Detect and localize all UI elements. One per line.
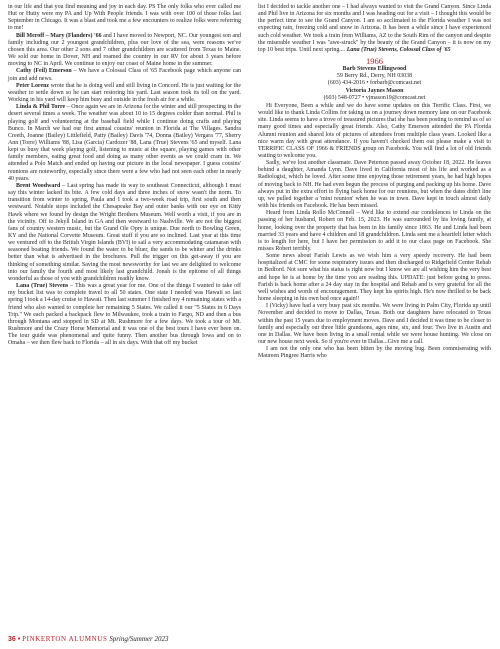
issue-date: Spring/Summer 2023 bbox=[109, 635, 169, 643]
left-column bbox=[8, 4, 241, 348]
classmate-name: Linda & Phil Torre bbox=[16, 104, 66, 111]
class-note-paragraph: list I decided to tackle another one – I had always wanted to visit the Grand Canyon. Since Linda and Phil live in Arizona for six months and I was heading out for a visit – I thought this would be the perfect time to see the Grand Canyon. I am so acclimated to the Florida weather I was not expecting rain, freezing cold and snow in Arizona. It has been a while since I have experienced such cold weather. We took a train from Williams, AZ to the South Rim of the canyon and despite the miserable weather I was "awe-struck" by the beauty of the Grand Canyon – it is now on my top 10 best trips. Until next spring.... Lana (True) Stevens, Colossal Class of '65 bbox=[258, 4, 491, 53]
class-note-paragraph: I (Vicky) have had a very busy past six months. We were living in Palm City, Florida up until November and decided to move to Dallas, Texas. Both our daughters have relocated to Texas within the past 15 years due to employment moves. Dave and I decided it was time to be closer to family and especially our three little grandsons, ages nine, six, and four. Two live in Austin and one in Dallas. We have been living in a small rental while we were house hunting. We close on our new house next week. So if you're ever in Dallas...Give me a call. bbox=[258, 303, 491, 346]
class-1966-header bbox=[258, 56, 491, 102]
right-column bbox=[258, 4, 491, 361]
class-note-paragraph: Lana (True) Stevens – This was a great year for me. One of the things I wanted to take off my bucket list was to complete travel to all 50 states. One state I needed was Hawaii so last spring I took a 14-day cruise to Hawaii. Then last summer I finished my 4 remaining states with a friend who also wanted to complete her remaining 5 States. We called it our "5 States in 6 Days Trip." We each packed a backpack flew to Milwaukee, took a train to Fargo, ND and then a bus through Montana and stopped in SD at Mt. Rushmore for a few days. We took a tour of Mt. Rushmore and the Crazy Horse Memorial and it was one of the best tours I have ever been on. The tour guide was phenomenal and quite funny. Then another bus through Iowa and on to Omaha – we then flew back to Florida – all in six days. With that off my bucket bbox=[8, 283, 241, 347]
classmate-name: Bill Meroff – Mary (Flanders) '66 bbox=[16, 32, 102, 39]
footer-separator: • bbox=[15, 636, 23, 643]
classmate-name: Lana (True) Stevens bbox=[16, 283, 69, 290]
class-note-paragraph: Cathy (Feil) Emerson – We have a Colossal Class of '65 Facebook page which anyone can join and add news. bbox=[8, 68, 241, 82]
class-note-paragraph: Hi Everyone, Been a while and we do have some updates on this Terrific Class. First, we would like to thank Linda Collins for taking us on a journey down memory lane on our Facebook site. Linda seems to have a trove of treasured pictures that she has been posting to remind us of so many good times and especially great friends. Also, Cathy Emerson attended the PA Florida Alumni reunion and shared lots of pictures of attendees from multiple class years. Looked like a nice warm day with great attendance. If you haven't checked them out please make a visit to TERRIFIC CLASS OF 1966 & FRIENDS group on Facebook. You will find a lot of old friends waiting to welcome you. bbox=[258, 102, 491, 159]
class-note-paragraph: Linda & Phil Torre – Once again we are in Arizona for the winter and still prospecting in the desert several times a week. The weather was about 10 to 15 degrees colder than normal. Phil is playing golf and volunteering at the baseball field while I continue doing crafts and playing Bunco. In March we had our first annual cousins' reunion in Florida at The Villages. Sandra Creeth, Joanne (Bailey) Littlefield, Patty (Bailey) Davis '74, Donna (Bailey) Vergara '77, Sherry Ann (Torre) Williams '88, Lisa (Garcia) Cardozer '88, Lana (True) Stevens '65 and myself. Lana kept us busy that week playing golf, listening to music at the square, playing games with other family members, eating great food and doing as many other events as we could cram in. We attended a Polo Match and ended up having our picture in the local newspaper. I guess cousins' reunions are noteworthy, especially since there were a few who had not seen each other in nearly 40 years. bbox=[8, 104, 242, 182]
class-note-paragraph: Sadly, we've lost another classmate. Dave Peterson passed away October 18, 2022. He leaves behind a daughter, Amanda Lynn. Dave lived in California most of his life and worked as a Radiologist, which he loved. After some time enjoying those retirement years, he had high hopes of moving back to NH. He had even begun the process of purging and packing up his home. Dave always put in the extra effort to flying back home for our reunions, but when the dates didn't line up, we pulled together a 'mini reunion' when he was in town. Dave kept in touch almost daily with his friends on Facebook. He has been missed. bbox=[258, 160, 491, 210]
class-note-paragraph: Heard from Linda Rollo McConnell – We'd like to extend our condolences to Linda on the passing of her husband, Robert on Feb. 15, 2023. He was surrounded by his loving family, at home, looking over the property that has been in his family since 1863. He and Linda had been married 33 years and have 4 children and 18 grandchildren. Linda sent me a heartfelt letter which is to length for here, but I have her permission to add it to our class page on Facebook. She misses Robert terribly. bbox=[258, 210, 491, 252]
class-year-heading: 1966 bbox=[366, 56, 383, 67]
correspondent-name: Barb Stevens Ellingwood bbox=[342, 66, 407, 73]
class-note-paragraph: Bill Meroff – Mary (Flanders) '66 and I have moved to Newport, NC. Our youngest son and family including our 2 youngest grandchildren, plus our love of the sea, were reasons we've chosen this area. Our other 2 sons and 7 other grandchildren are scattered from Texas to Maine. We sold our home in Dover, NH and roamed the country in our RV for about 3 years before moving to NC in April. We continue to enjoy our coast of Maine home in the summer. bbox=[8, 32, 241, 68]
correspondent-address: 59 Berry Rd., Derry, NH 03038 bbox=[336, 73, 413, 80]
classmate-name: Peter Lorenz bbox=[16, 82, 50, 89]
correspondent-contact: (603) 548-0727 • vjmason19@comcast.net bbox=[323, 94, 426, 101]
classmate-name: Brent Woodward bbox=[16, 182, 61, 189]
class-note-paragraph: Peter Lorenz wrote that he is doing well and still living in Concord. He is just waiting for the weather to settle down so he can start restoring his yard. Last season took its toll on the yard. Working in his yard will keep him busy and outside in the fresh air for a while. bbox=[8, 82, 241, 104]
class-note-paragraph: in our life and that you find meaning and joy in each day. PS The only folks who ever called me Hut or Hutty were my PA and Up With People friends. I was with over 100 of those folks last September in Chicago. It was a blast and took me a few encounters to realize folks were referring to me! bbox=[8, 4, 241, 32]
signoff: Lana (True) Stevens, Colossal Class of '65 bbox=[346, 46, 451, 53]
page-number: 36 bbox=[8, 636, 16, 643]
correspondent-name: Victoria Jaynes Mason bbox=[345, 87, 404, 94]
classmate-name: Cathy (Feil) Emerson bbox=[16, 68, 72, 75]
class-note-paragraph: Some news about Farish Lewis as we wish him a very speedy recovery. He had been hospitalized at CMC for some respiratory issues and then discharged to Ridgefield Center Rehab in Bedford. Not sure what his status is right now but I know we are all wishing him the very best and hope he is at home by the time you are reading this. UPDATE: just before going to press. Farish is back home after a 24 day stay in the hospital and Rehab and is very grateful for all the well wishes and words of encouragement. They kept his spirits high. He's now thrilled to be back home sleeping in his own bed once again!! bbox=[258, 253, 491, 303]
correspondent-contact: (603) 434-2016 • forbarb@comcast.net bbox=[327, 80, 422, 87]
publication-name: PINKERTON ALUMNUS bbox=[22, 635, 108, 643]
page-footer bbox=[8, 635, 169, 644]
class-note-paragraph: Brent Woodward – Last spring has made its way to southeast Connecticut, although I must say this winter lacked its bite. A few cold days and three inches of snow wasn't the norm. To transition from winter to spring, Paula and I took a two-week road trip, first south and then westward. Notable stops included the Chesapeake Bay and outer banks with our eye on Kitty Hawk where we found by design the Wright Brothers Museum. Well worth a visit, if you are in the vicinity. Off to Jekyll Island in GA and then westward to Nashville. We are not the biggest fans of country western music, but the Grand Ole Opry is unique. Due north to Bowling Green, KY and the National Corvette Museum. Great stuff if you are so inclined. Last year at this time we ventured off to the British Virgin Islands (BVI) to sail a very accommodating catamaran with seasoned boating friends. We found the water to be bluer, the sands to be whiter and the drinks better than what is advertised in the brochures. Pull the trigger on this get-away if you are thinking of something similar. Saving the most newsworthy for last we are delighted to welcome into our family the fourth and most likely last grandchild. Jonah is the epitome of all things wonderful as those of you with grandchildren readily know. bbox=[8, 182, 242, 282]
class-note-paragraph: I am not the only one who has been bitten by the moving bug. Been commiserating with Maureen Pingree Harris who bbox=[258, 346, 491, 360]
